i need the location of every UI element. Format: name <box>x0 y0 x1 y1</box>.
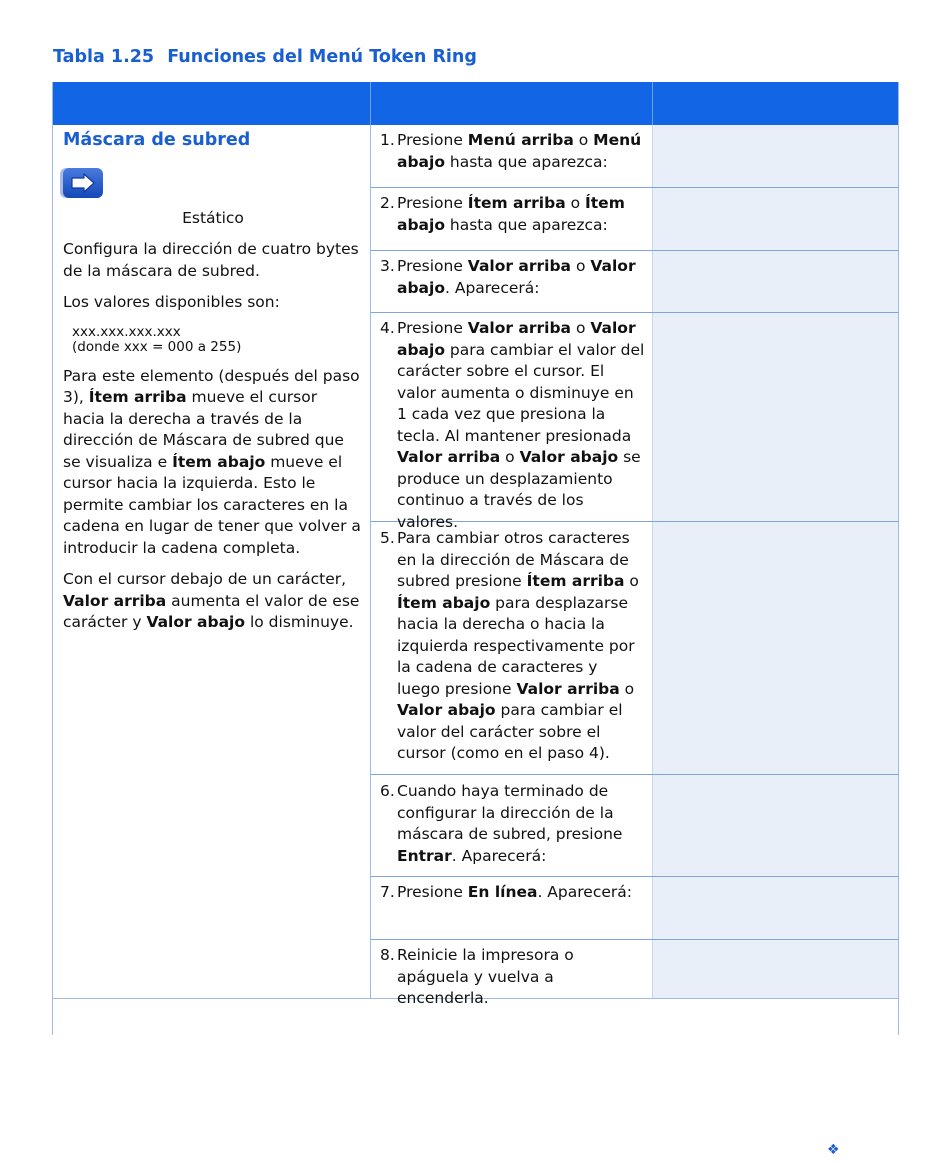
bold-key-label: Valor abajo <box>146 613 246 631</box>
bold-key-label: Valor arriba <box>467 257 572 275</box>
header-divider <box>370 82 371 125</box>
bold-key-label: Valor arriba <box>397 448 501 466</box>
bold-key-label: Ítem abajo <box>397 593 491 612</box>
values-format <box>72 325 363 355</box>
bold-key-label: Ítem arriba <box>526 572 625 590</box>
step-1 <box>380 130 645 173</box>
step-number: 1. <box>380 131 395 149</box>
values-column-background <box>652 125 899 998</box>
step-divider <box>371 250 899 251</box>
table-caption <box>53 47 477 67</box>
step-3 <box>380 256 645 299</box>
step-number: 8. <box>380 946 395 964</box>
bold-key-label: Valor abajo <box>519 448 619 466</box>
bold-key-label: Valor arriba <box>63 591 167 610</box>
step-number: 3. <box>380 257 395 275</box>
bold-key-label: Menú arriba <box>467 131 574 149</box>
column-divider <box>370 125 371 998</box>
step-text: Para cambiar otros caracteres en la dirección de Máscara de subred presione Ítem arriba o Ítem abajo para desplazarse hacia la derecha o hacia la izquierda respectivamente por la cadena de caracteres y luego presione Valor arriba o Valor abajo para cambiar el valor del carácter sobre el cursor (como en el paso 4). <box>397 529 639 762</box>
bold-key-label: Valor abajo <box>397 319 636 359</box>
bold-key-label: En línea <box>467 883 538 901</box>
item-description: Configura la dirección de cuatro bytes de la máscara de subred. <box>63 240 359 280</box>
step-number: 6. <box>380 782 395 800</box>
bold-key-label: Ítem arriba <box>88 388 187 406</box>
bold-key-label: Menú abajo <box>397 131 642 171</box>
bold-key-label: Ítem abajo <box>172 452 266 471</box>
step-divider <box>371 187 899 188</box>
step-2 <box>380 193 645 236</box>
step-divider <box>371 876 899 877</box>
item-title: Máscara de subred <box>63 130 251 150</box>
step-divider <box>371 939 899 940</box>
format-line: (donde xxx = 000 a 255) <box>72 338 242 355</box>
table-title: Funciones del Menú Token Ring <box>167 47 477 67</box>
step-7 <box>380 882 645 904</box>
table-header <box>53 82 899 125</box>
step-6 <box>380 781 645 867</box>
step-divider <box>371 774 899 775</box>
step-4 <box>380 318 645 533</box>
bold-key-label: Valor abajo <box>397 257 636 297</box>
step-text: Presione En línea. Aparecerá: <box>397 883 632 901</box>
step-number: 7. <box>380 883 395 901</box>
column-divider <box>652 125 653 998</box>
bold-key-label: Valor abajo <box>397 701 496 719</box>
bold-key-label: Ítem arriba <box>467 194 566 212</box>
item-type-label: Estático <box>182 209 244 227</box>
step-text: Presione Valor arriba o Valor abajo para cambiar el valor del carácter sobre el cursor. El valor aumenta o disminuye en 1 cada vez que presiona la tecla. Al mantener presionada Valor arriba o Valor abajo se produce un desplazamiento continuo a través de los valores. <box>397 319 645 531</box>
step-text: Reinicie la impresora o apáguela y vuelva a encenderla. <box>397 946 574 1007</box>
bold-key-label: Valor arriba <box>516 679 620 698</box>
step-8 <box>380 945 645 1010</box>
bold-key-label: Ítem abajo <box>397 194 625 234</box>
table-number: Tabla 1.25 <box>53 47 155 67</box>
step-divider <box>371 312 899 313</box>
arrow-right-icon <box>63 168 103 198</box>
step-number: 4. <box>380 319 395 337</box>
step-5 <box>380 528 645 765</box>
step-text: Presione Menú arriba o Menú abajo hasta que aparezca: <box>397 131 642 171</box>
bold-key-label: Valor arriba <box>467 319 572 337</box>
bold-key-label: Entrar <box>397 846 452 865</box>
step-text: Cuando haya terminado de configurar la dirección de la máscara de subred, presione Entrar. Aparecerá: <box>397 782 623 865</box>
table-border-right <box>898 82 899 1035</box>
item-detail-text: Para este elemento (después del paso 3), Ítem arriba mueve el cursor hacia la derecha a través de la dirección de Máscara de subred que se visualiza e Ítem abajo mueve el cursor hacia la izquierda. Esto le permite cambiar los caracteres en la cadena en lugar de tener que volver a introducir la cadena completa. <box>63 366 361 557</box>
values-intro: Los valores disponibles son: <box>63 293 280 311</box>
header-divider <box>652 82 653 125</box>
step-text: Presione Ítem arriba o Ítem abajo hasta que aparezca: <box>397 194 625 234</box>
cursor-note-text: Con el cursor debajo de un carácter, Valor arriba aumenta el valor de ese carácter y Valor abajo lo disminuye. <box>63 570 360 631</box>
format-line: xxx.xxx.xxx.xxx <box>72 323 181 340</box>
step-number: 5. <box>380 529 395 547</box>
table-border-left <box>52 82 53 1035</box>
page-end-marker: ❖ <box>827 1142 840 1158</box>
step-text: Presione Valor arriba o Valor abajo. Aparecerá: <box>397 257 636 297</box>
item-description-cell <box>63 128 363 634</box>
step-number: 2. <box>380 194 395 212</box>
